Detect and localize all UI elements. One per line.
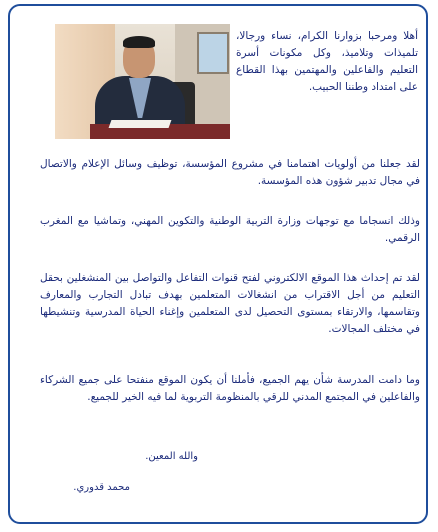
letter-frame [8, 4, 428, 524]
closing-phrase: والله المعين. [145, 451, 198, 462]
paragraph-openness: وما دامت المدرسة شأن يهم الجميع، فأملنا أن يكون الموقع منفتحا على جميع الشركاء والفاعلين في المجتمع المدني للرقي بالمنظومة التربوية لما فيه الخير للجميع. [40, 374, 420, 403]
paragraph-priorities: لقد جعلنا من أولويات اهتمامنا في مشروع المؤسسة، توظيف وسائل الإعلام والاتصال في مجال تدبير شؤون هذه المؤسسة. [40, 158, 420, 187]
signature: محمد قدوري. [73, 482, 130, 493]
paragraph-alignment: وذلك انسجاما مع توجهات وزارة التربية الوطنية والتكوين المهني، وتماشيا مع المغرب الرقمي. [40, 215, 420, 244]
welcome-paragraph: أهلا ومرحبا بزوارنا الكرام، نساء ورجالا، تلميذات وتلاميذ، وكل مكونات أسرة التعليم والفاعلين والمهتمين بهذا القطاع على امتداد وطننا الحبيب. [236, 30, 418, 93]
paragraph-website-purpose: لقد تم إحداث هذا الموقع الالكتروني لفتح قنوات التفاعل والتواصل بين المنشغلين بحقل التعليم من أجل الاقتراب من انشغالات المتعلمين بهدف تبادل التجارب والمعارف وتقاسمها، والارتقاء بمستوى التحصيل لدى المتعلمين وإغناء الحياة المدرسية وتنشيطها في مختلف المجالات. [40, 272, 420, 335]
author-photo [55, 24, 230, 139]
